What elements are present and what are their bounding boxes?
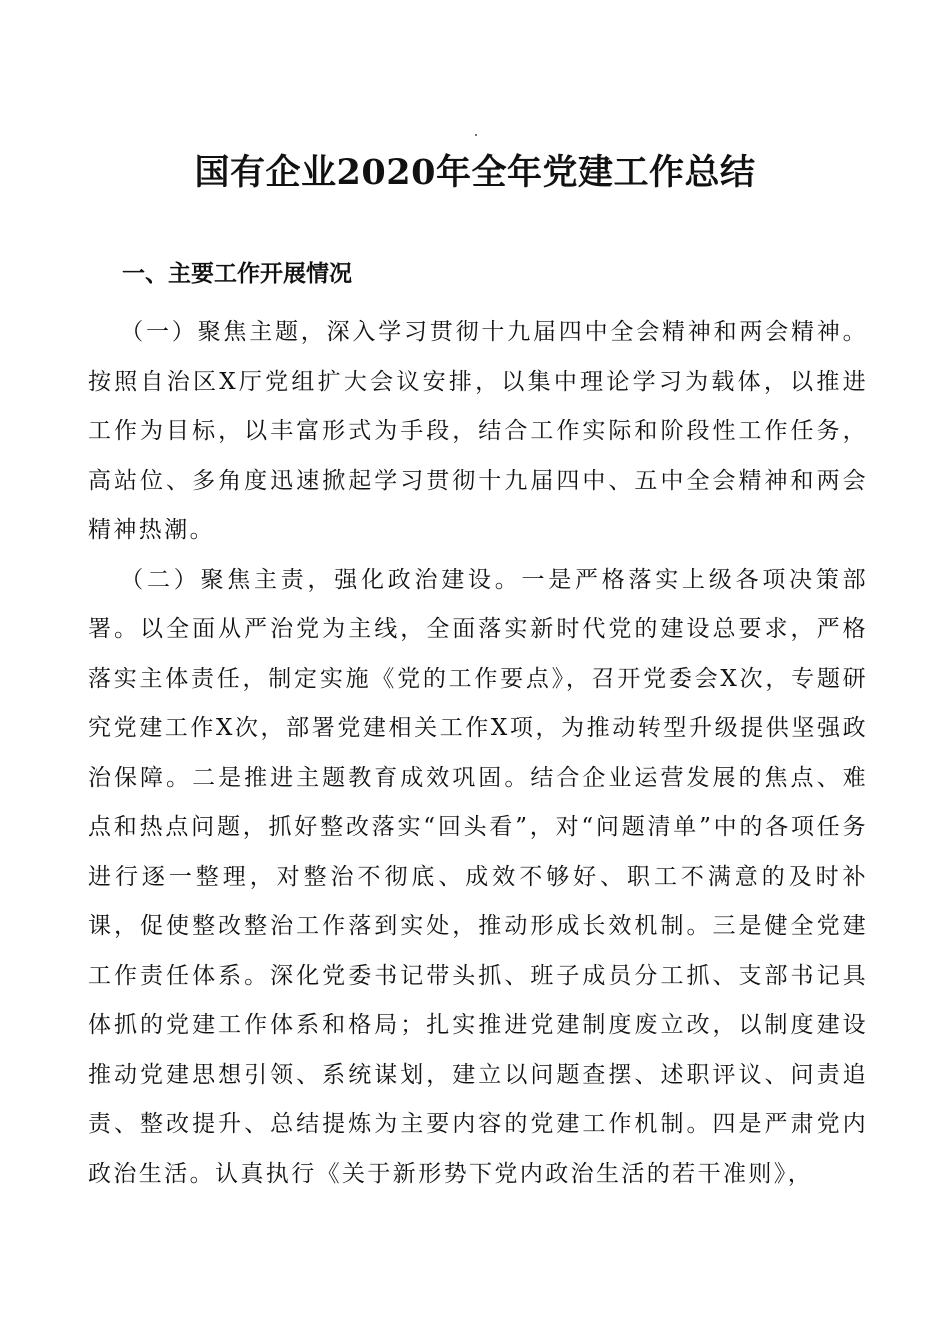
document-body xyxy=(88,308,868,1199)
paragraph-2: （二）聚焦主责，强化政治建设。一是严格落实上级各项决策部署。以全面从严治党为主线，全面落实新时代党的建设总要求，严格落实主体责任，制定实施《党的工作要点》，召开党委会X次，专题研究党建工作X次，部署党建相关工作X项，为推动转型升级提供坚强政治保障。二是推进主题教育成效巩固。结合企业运营发展的焦点、难点和热点问题，抓好整改落实“回头看”，对“问题清单”中的各项任务进行逐一整理，对整治不彻底、成效不够好、职工不满意的及时补课，促使整改整治工作落到实处，推动形成长效机制。三是健全党建工作责任体系。深化党委书记带头抓、班子成员分工抓、支部书记具体抓的党建工作体系和格局；扎实推进党建制度废立改，以制度建设推动党建思想引领、系统谋划，建立以问题查摆、述职评议、问责追责、整改提升、总结提炼为主要内容的党建工作机制。四是严肃党内政治生活。认真执行《关于新形势下党内政治生活的若干准则》， xyxy=(88,566,868,1187)
section-heading: 一、主要工作开展情况 xyxy=(122,261,352,287)
paragraph-1: （一）聚焦主题，深入学习贯彻十九届四中全会精神和两会精神。按照自治区X厅党组扩大会议安排，以集中理论学习为载体，以推进工作为目标，以丰富形式为手段，结合工作实际和阶段性工作任务，高站位、多角度迅速掀起学习贯彻十九届四中、五中全会精神和两会精神热潮。 xyxy=(88,319,868,543)
document-title: 国有企业2020年全年党建工作总结 xyxy=(194,152,756,193)
header-mark xyxy=(475,134,477,136)
